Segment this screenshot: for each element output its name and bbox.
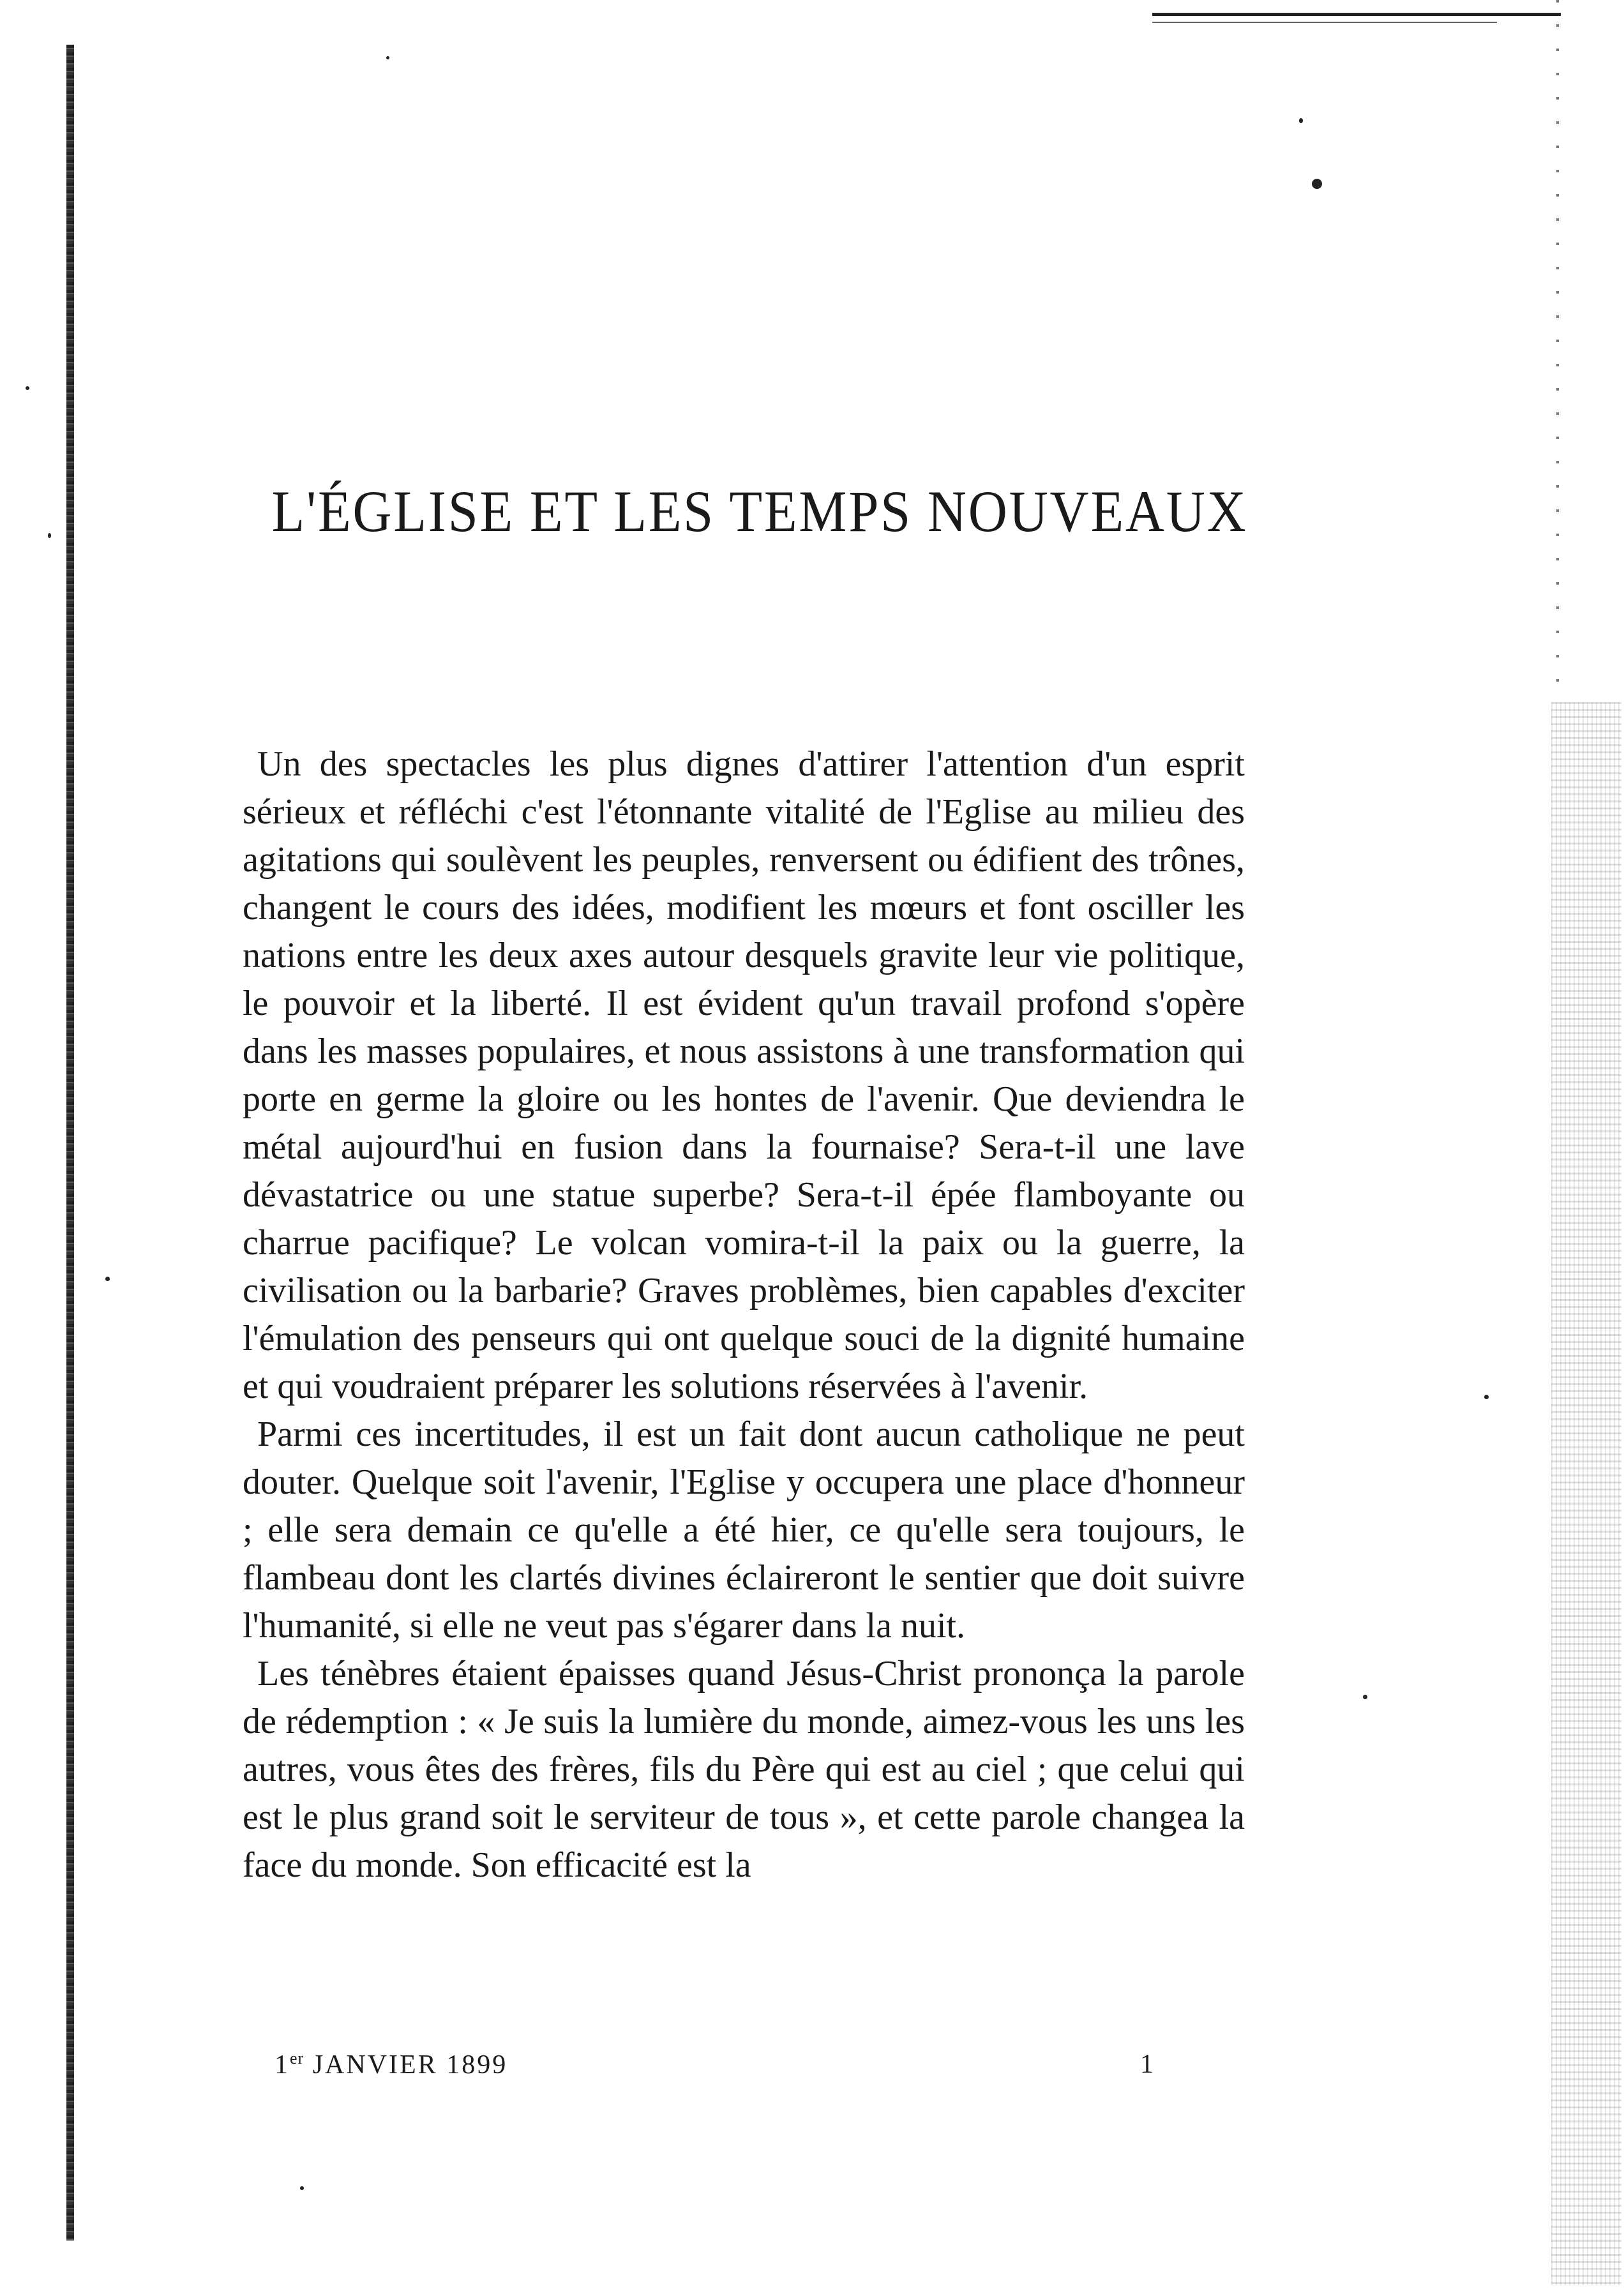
paragraph: Un des spectacles les plus dignes d'attirer l'attention d'un esprit sérieux et réfléchi c'est l'étonnante vitalité de l'Eglise au milieu des agitations qui soulèvent les peuples, renversent ou édifient des trônes, changent le cours des idées, modifient les mœurs et font osciller les nations entre les deux axes autour desquels gravite leur vie politique, le pouvoir et la liberté. Il est évident qu'un travail profond s'opère dans les masses populaires, et nous assistons à une transformation qui porte en germe la gloire ou les hontes de l'avenir. Que deviendra le métal aujourd'hui en fusion dans la fournaise? Sera-t-il une lave dévastatrice ou une statue superbe? Sera-t-il épée flamboyante ou charrue pacifique? Le volcan vomira-t-il la paix ou la guerre, la civilisation ou la barbarie? Graves problèmes, bien capables d'exciter l'émulation des penseurs qui ont quelque souci de la dignité humaine et qui voudraient préparer les solutions réservées à l'avenir. <box>243 744 1245 1406</box>
scan-speck <box>386 56 389 59</box>
page-number: 1 <box>1140 2050 1155 2079</box>
scan-speck <box>105 1277 110 1281</box>
top-edge-rule <box>1152 13 1561 16</box>
article-title: L'ÉGLISE ET LES TEMPS NOUVEAUX <box>271 479 1248 544</box>
scan-speck <box>26 386 29 390</box>
top-edge-rule-secondary <box>1152 22 1497 23</box>
scan-speck <box>1363 1695 1367 1699</box>
paragraph: Parmi ces incertitudes, il est un fait dont aucun catholique ne peut douter. Quelque soit l'avenir, l'Eglise y occupera une place d'honneur ; elle sera demain ce qu'elle a été hier, ce qu'elle sera toujours, le flambeau dont les clartés divines éclaireront le sentier que doit suivre l'humanité, si elle ne veut pas s'égarer dans la nuit. <box>243 1415 1245 1646</box>
scan-speck <box>300 2186 304 2190</box>
scan-speck <box>1312 179 1322 189</box>
scan-speck <box>1484 1395 1489 1399</box>
article-body <box>243 740 1245 1889</box>
paragraph: Les ténèbres étaient épaisses quand Jésus-Christ prononça la parole de rédemption : « Je suis la lumière du monde, aimez-vous les uns les autres, vous êtes des frères, fils du Père qui est au ciel ; que celui qui est le plus grand soit le serviteur de tous », et cette parole changea la face du monde. Son efficacité est la <box>243 1654 1245 1885</box>
issue-date: 1er JANVIER 1899 <box>274 2049 508 2080</box>
scan-speck <box>1299 118 1303 123</box>
binding-edge <box>66 45 74 2240</box>
right-edge-artifact <box>1551 702 1621 2285</box>
right-edge-artifact-top <box>1556 0 1559 702</box>
